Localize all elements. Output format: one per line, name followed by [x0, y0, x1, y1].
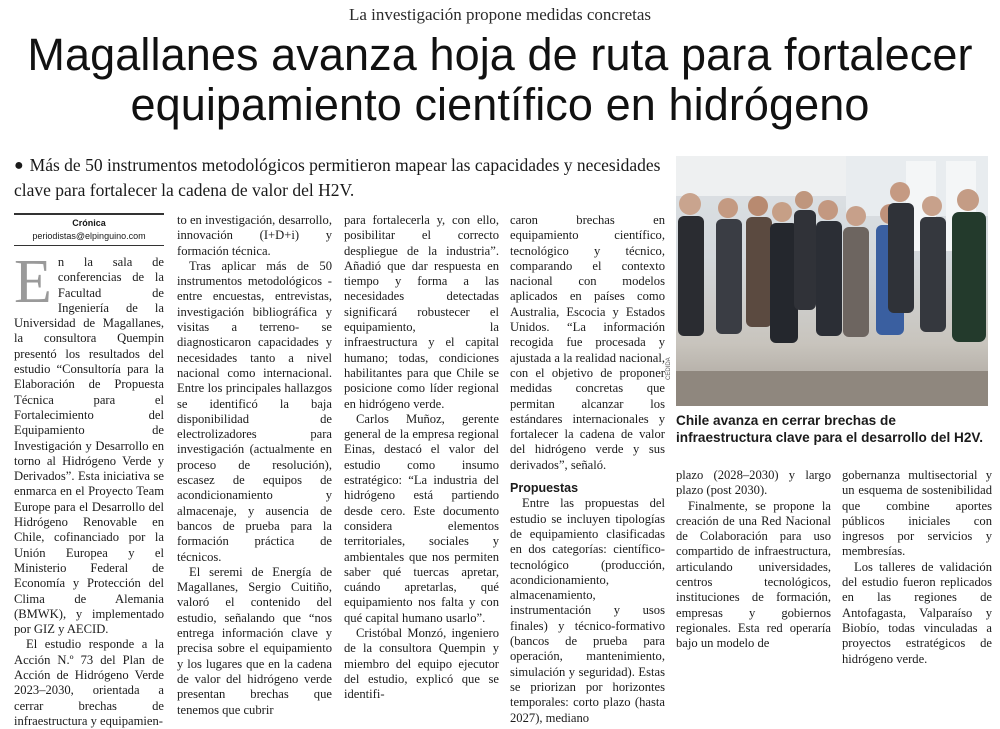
- article-column-4: [510, 213, 665, 726]
- paragraph: Cristóbal Monzó, ingeniero de la consultora Quempin y miembro del equipo ejecutor del estudio, explicó que se identifi-: [344, 626, 499, 702]
- paragraph: to en investigación, desarrollo, innovación (I+D+i) y formación técnica.: [177, 213, 332, 258]
- subheading-propuestas: Propuestas: [510, 481, 579, 496]
- paragraph: n la sala de conferencias de la Facultad de Ingeniería de la Universidad de Magallanes, la consultora Quempin presentó los resultados del estudio “Consultoría para la Elaboración de Propuesta Técnica para el Fortalecimiento del Equipamiento de Investigación y Desarrollo en torno al Hidrógeno Verde y Derivados”. Esta iniciativa se enmarca en el Proyecto Team Europe para el Desarrollo del Hidrógeno Renovable en Chile, cofinanciado por la Unión Europea y el Ministerio Federal de Economía y Protección del Clima de Alemania (BMWK), y implementado por GIZ y AECID.: [14, 255, 164, 637]
- photo-credit: CEDIDA: [666, 357, 672, 380]
- paragraph: Finalmente, se propone la creación de una Red Nacional de Colaboración para uso compartido de infraestructura, articulando universidades, centros tecnológicos, instituciones de formación, empresas y gobiernos regionales. Esta red operaría bajo un modelo de: [676, 498, 831, 651]
- paragraph: El estudio responde a la Acción N.º 73 del Plan de Acción de Hidrógeno Verde 2023–2030, orientada a cerrar brechas de infraestructura y equipamien-: [14, 637, 164, 728]
- group-photo: [676, 156, 988, 406]
- drop-cap: E: [14, 248, 52, 316]
- paragraph: El seremi de Energía de Magallanes, Sergio Cuitiño, valoró el contenido del estudio, señalando que “nos entrega información clave y precisa sobre el equipamiento y los lugares que en la cadena de valor del hidrógeno verde presentan brechas que tenemos que cubrir: [177, 564, 332, 717]
- headline: [10, 30, 990, 130]
- paragraph: gobernanza multisectorial y un esquema de sostenibilidad que combine aportes públicos iniciales con ingresos por servicios y membresías.: [842, 468, 992, 559]
- article-column-5: [676, 468, 831, 652]
- lead-paragraph: [14, 153, 664, 202]
- article-column-6: [842, 468, 992, 667]
- photo-caption: Chile avanza en cerrar brechas de infraestructura clave para el desarrollo del H2V.: [676, 413, 984, 445]
- article-column-1: [14, 248, 164, 729]
- group-photo-illustration: [676, 156, 988, 406]
- headline-line-1: Magallanes avanza hoja de ruta para fortalecer: [27, 29, 973, 80]
- headline-line-2: equipamiento científico en hidrógeno: [130, 79, 870, 130]
- kicker: La investigación propone medidas concretas: [348, 5, 652, 24]
- lead-text: Más de 50 instrumentos metodológicos permitieron mapear las capacidades y necesidades clave para fortalecer la cadena de valor del H2V.: [14, 155, 661, 200]
- article-column-2: [177, 213, 332, 718]
- byline-email: periodistas@elpinguino.com: [32, 231, 146, 241]
- paragraph: Tras aplicar más de 50 instrumentos metodológicos -entre encuestas, entrevistas, investigación bibliográfica y visitas a terreno- se diagnosticaron capacidades y necesidades tanto a nivel nacional como internacional. Entre los principales hallazgos se identificó la baja disponibilidad de electrolizadores para investigación (actualmente en proceso de resolución), escasez de equipos de acondicionamiento y almacenaje, y ausencia de bancos de prueba para la formación práctica de técnicos.: [177, 258, 332, 564]
- paragraph: caron brechas en equipamiento científico, tecnológico y técnico, comparando el contexto nacional con modelos aplicados en países como Australia, Escocia y Estados Unidos. “La información recogida fue procesada y ajustada a la realidad nacional, con el objetivo de proponer medidas concretas que permitan alcanzar los estándares internacionales y fortalecer la cadena de valor del hidrógeno verde y sus derivados”, señaló.: [510, 213, 665, 472]
- byline-section: Crónica: [72, 218, 106, 228]
- paragraph: para fortalecerla y, con ello, posibilitar el correcto despliegue de la industria”. Añadió que dar respuesta en tiempo y forma a las necesidades detectadas significará robustecer el equipamiento, la infraestructura y el capital humano; todas, condiciones habilitantes para que Chile se posicione como líder regional en hidrógeno verde.: [344, 213, 499, 411]
- paragraph: plazo (2028–2030) y largo plazo (post 2030).: [676, 468, 831, 498]
- paragraph: Carlos Muñoz, gerente general de la empresa regional Einas, destacó el valor del estudio como insumo estratégico: “La industria del hidrógeno está partiendo desde cero. Este documento considera elementos territoriales, sociales y ambientales que nos permiten saber qué tuercas apretar, cuándo apretarlas, qué equipamiento nos falta y con qué capital humano usarlo”.: [344, 411, 499, 625]
- paragraph: Los talleres de validación del estudio fueron replicados en las regiones de Antofagasta, Valparaíso y Biobío, todas vinculadas a proyectos estratégicos de hidrógeno verde.: [842, 559, 992, 666]
- article-column-3: [344, 213, 499, 703]
- bullet-icon: ●: [14, 157, 24, 174]
- byline-box: [14, 213, 164, 246]
- paragraph: Entre las propuestas del estudio se incluyen tipologías de equipamiento clasificadas en dos categorías: científico-tecnológico (producción, acondicionamiento, almacenamiento, instrumentación y usos finales) y técnico-formativo (bancos de prueba para operación, mantenimiento, simulación y seguridad). Estas se priorizan por horizontes temporales: corto plazo (hasta 2027), mediano: [510, 496, 665, 725]
